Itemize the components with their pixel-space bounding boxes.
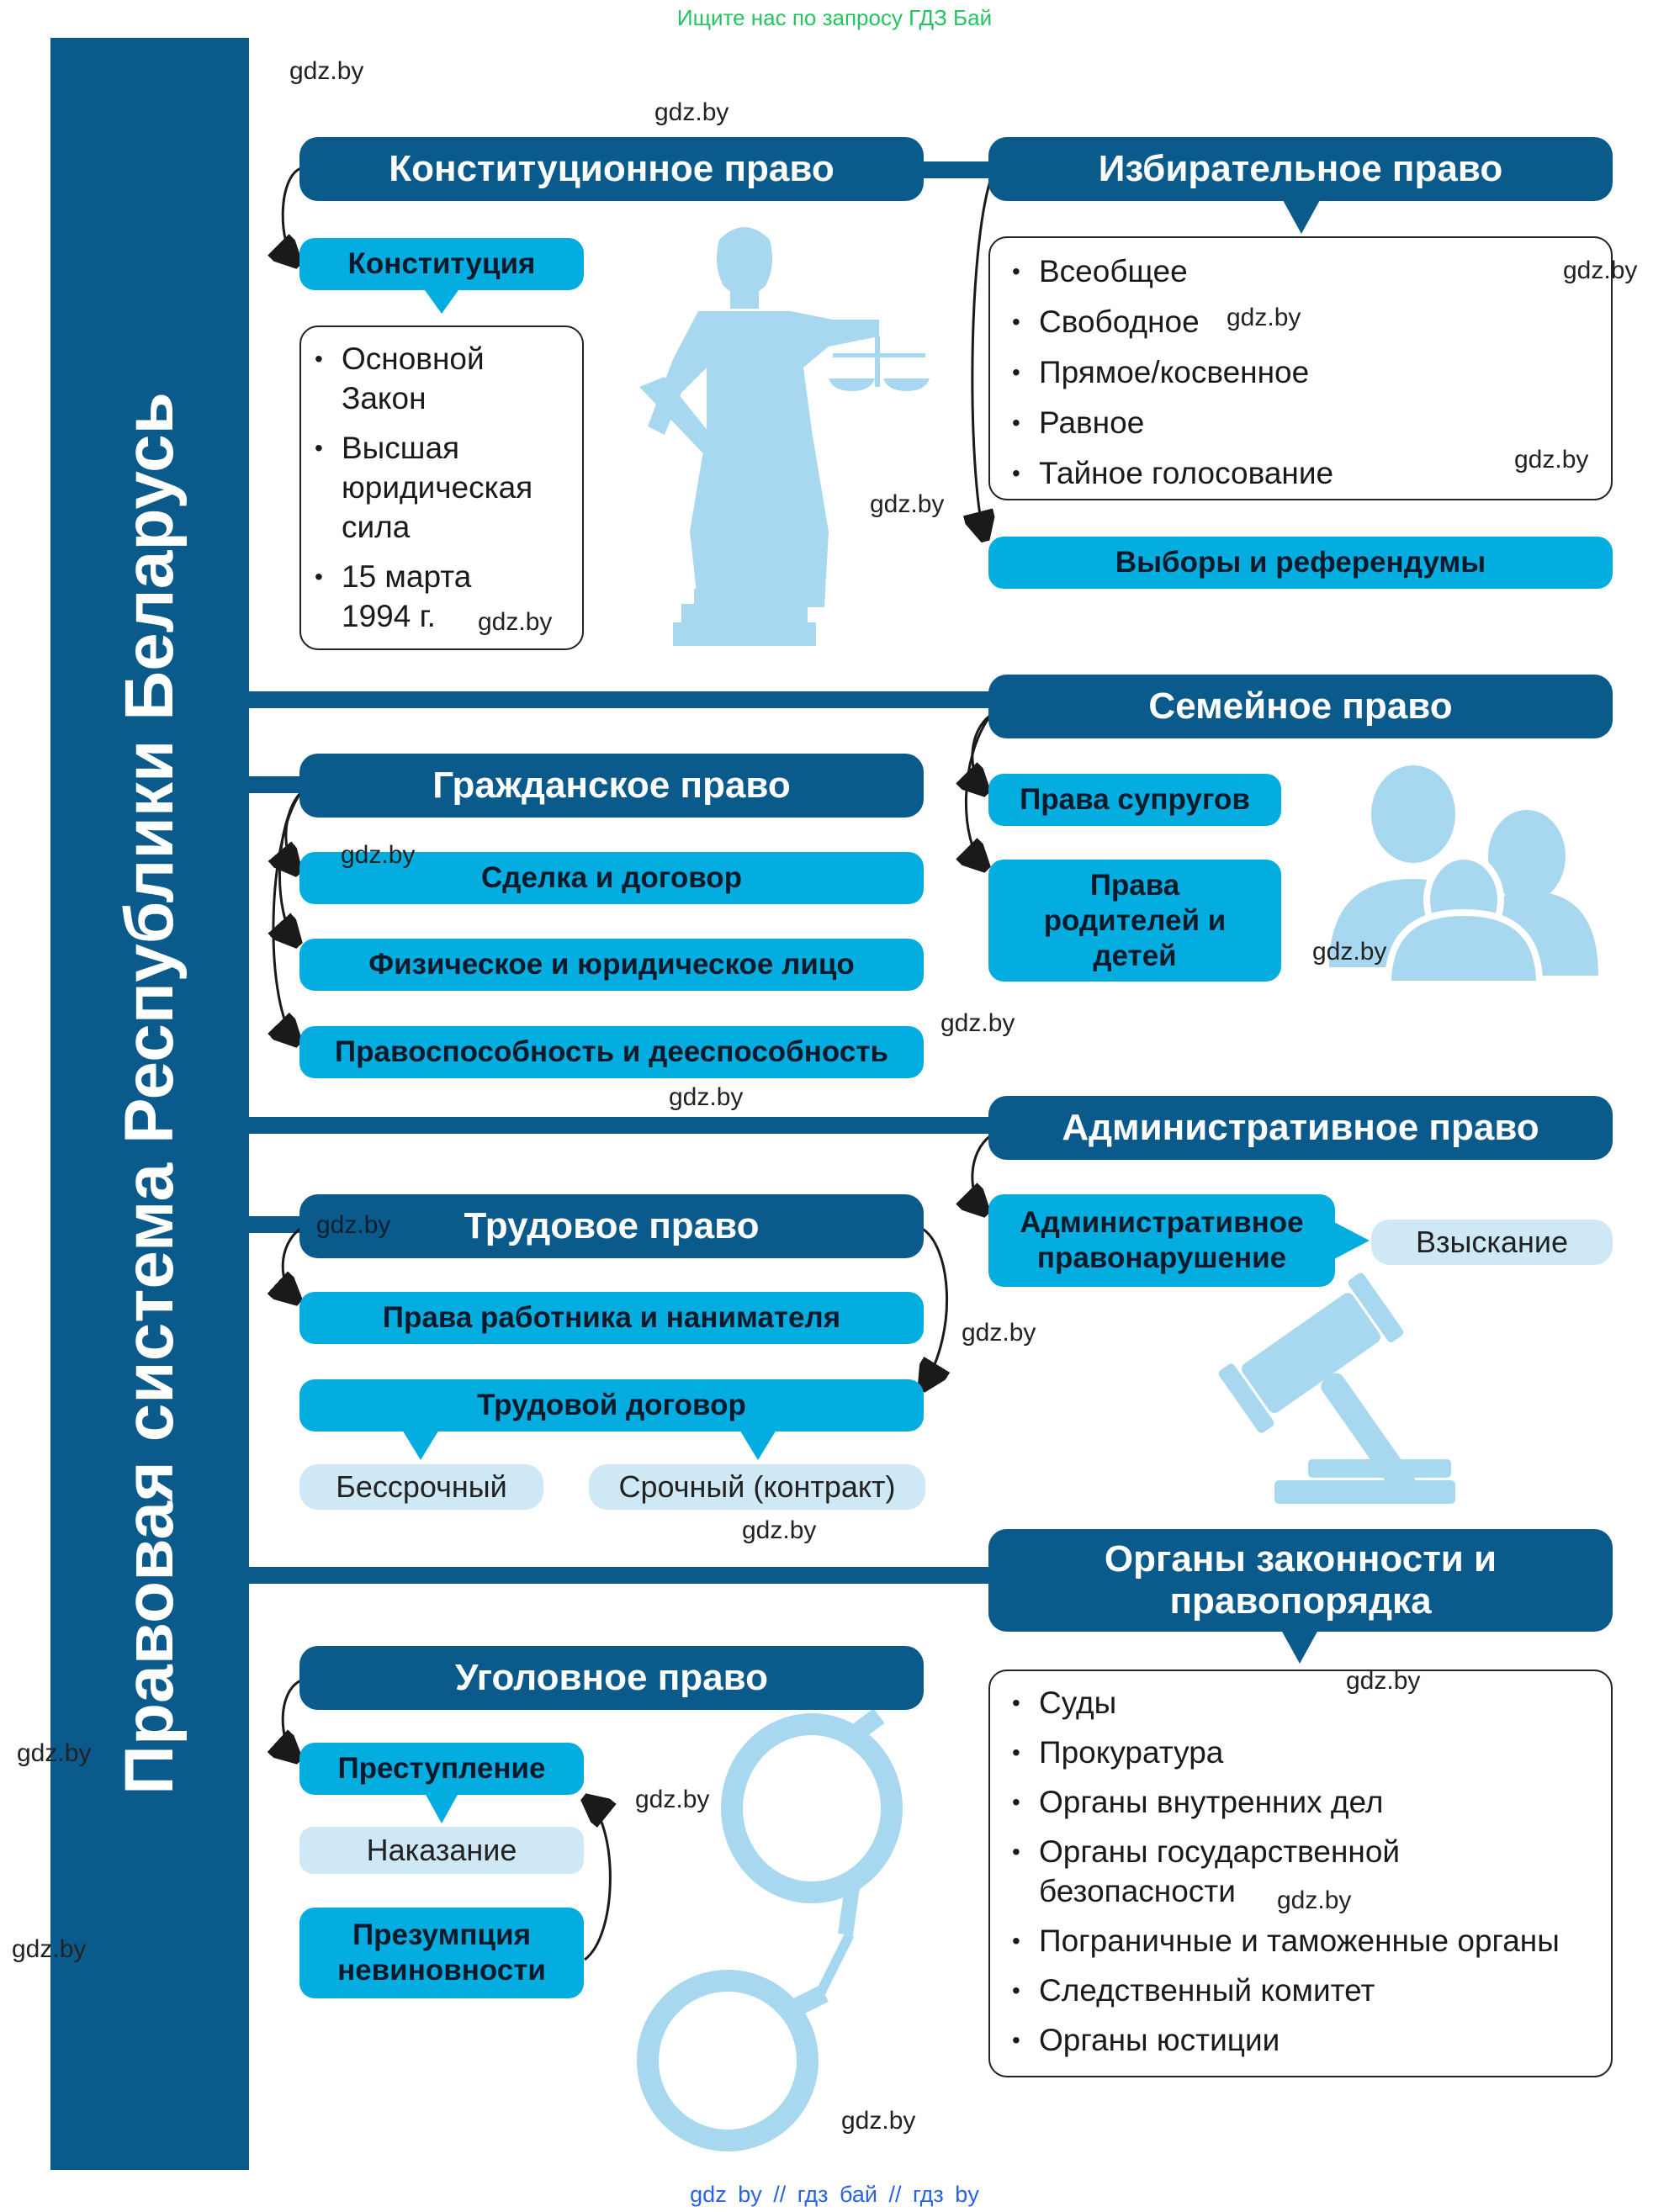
spouse-rights[interactable]: Права супругов <box>988 774 1281 826</box>
watermark: gdz.by <box>12 1935 87 1963</box>
watermark: gdz.by <box>1277 1887 1352 1914</box>
watermark: gdz.by <box>870 490 945 518</box>
presumption-of-innocence[interactable]: Презумпция невиновности <box>299 1908 584 1998</box>
worker-employer-rights[interactable]: Права работника и нанимателя <box>299 1292 924 1344</box>
watermark: gdz.by <box>289 57 364 85</box>
watermark: gdz.by <box>478 608 553 636</box>
list-item: • Равное <box>1007 403 1594 442</box>
watermark: gdz.by <box>1312 938 1387 966</box>
elections-referendums[interactable]: Выборы и референдумы <box>988 537 1613 589</box>
watermark: gdz.by <box>1563 257 1638 284</box>
civil-law-header[interactable]: Гражданское право <box>299 754 924 818</box>
contract-type-indefinite[interactable]: Бессрочный <box>299 1464 543 1510</box>
header-search-text: Ищите нас по запросу ГДЗ Бай <box>676 5 993 30</box>
list-item: • Основной Закон <box>310 339 574 418</box>
list-item: • 15 марта 1994 г. <box>310 557 574 636</box>
labor-contract[interactable]: Трудовой договор <box>299 1379 924 1431</box>
administrative-law-header[interactable]: Административное право <box>988 1096 1613 1160</box>
list-item: • Суды <box>1007 1683 1594 1723</box>
watermark: gdz.by <box>940 1009 1015 1037</box>
pointer-triangle <box>1281 1630 1318 1664</box>
pointer-triangle <box>425 1793 458 1823</box>
sidebar-title: Правовая система Республики Беларусь <box>111 392 188 1795</box>
pointer-triangle <box>425 290 458 314</box>
pointer-triangle <box>1334 1222 1370 1259</box>
constitution-details <box>299 325 584 650</box>
legal-capacity[interactable]: Правоспособность и дееспособность <box>299 1026 924 1078</box>
administrative-offense[interactable]: Административное правонарушение <box>988 1194 1335 1287</box>
list-item: • Прокуратура <box>1007 1733 1594 1772</box>
penalty[interactable]: Взыскание <box>1371 1220 1613 1265</box>
list-item: • Следственный комитет <box>1007 1971 1594 2010</box>
family-law-header[interactable]: Семейное право <box>988 675 1613 738</box>
list-item: • Свободное <box>1007 302 1594 341</box>
list-item: • Органы внутренних дел <box>1007 1782 1594 1822</box>
watermark: gdz.by <box>962 1319 1036 1347</box>
footer-link-gdz-by[interactable]: gdz by <box>690 2182 762 2207</box>
labor-law-header[interactable]: Трудовое право <box>299 1194 924 1258</box>
footer-sep: // <box>773 2182 787 2207</box>
punishment[interactable]: Наказание <box>299 1827 584 1874</box>
watermark: gdz.by <box>341 841 416 869</box>
watermark: gdz.by <box>1346 1667 1421 1695</box>
list-item: • Органы юстиции <box>1007 2020 1594 2060</box>
constitution-label[interactable]: Конституция <box>299 238 584 290</box>
natural-legal-person[interactable]: Физическое и юридическое лицо <box>299 939 924 991</box>
pointer-triangle <box>402 1430 439 1460</box>
list-item: • Тайное голосование <box>1007 453 1594 493</box>
watermark: gdz.by <box>742 1516 817 1544</box>
watermark: gdz.by <box>1227 304 1301 331</box>
constitutional-law-header[interactable]: Конституционное право <box>299 137 924 201</box>
watermark: gdz.by <box>654 98 729 126</box>
watermark: gdz.by <box>841 2107 916 2135</box>
watermark: gdz.by <box>669 1083 744 1111</box>
law-enforcement-bodies <box>988 1670 1613 2077</box>
footer-sep: // <box>888 2182 902 2207</box>
list-item: • Высшая юридическая сила <box>310 428 574 547</box>
electoral-law-header[interactable]: Избирательное право <box>988 137 1613 201</box>
list-item: • Органы государственной безопасности <box>1007 1832 1594 1911</box>
list-item: • Пограничные и таможенные органы <box>1007 1921 1594 1961</box>
transaction-contract[interactable]: Сделка и договор <box>299 852 924 904</box>
watermark: gdz.by <box>635 1786 710 1813</box>
law-enforcement-header[interactable]: Органы законности и правопорядка <box>988 1529 1613 1632</box>
parent-child-rights[interactable]: Права родителей и детей <box>988 860 1281 982</box>
pointer-triangle <box>739 1430 776 1460</box>
pointer-triangle <box>1283 200 1320 234</box>
watermark: gdz.by <box>17 1739 92 1767</box>
contract-type-fixed-term[interactable]: Срочный (контракт) <box>589 1464 925 1510</box>
criminal-law-header[interactable]: Уголовное право <box>299 1646 924 1710</box>
list-item: • Прямое/косвенное <box>1007 352 1594 392</box>
footer-link-gdz-by-2[interactable]: гдз by <box>913 2182 979 2207</box>
footer-link-gdz-bay[interactable]: гдз бай <box>797 2182 877 2207</box>
watermark: gdz.by <box>1514 446 1589 474</box>
list-item: • Всеобщее <box>1007 251 1594 291</box>
watermark: gdz.by <box>316 1211 391 1239</box>
crime[interactable]: Преступление <box>299 1743 584 1795</box>
